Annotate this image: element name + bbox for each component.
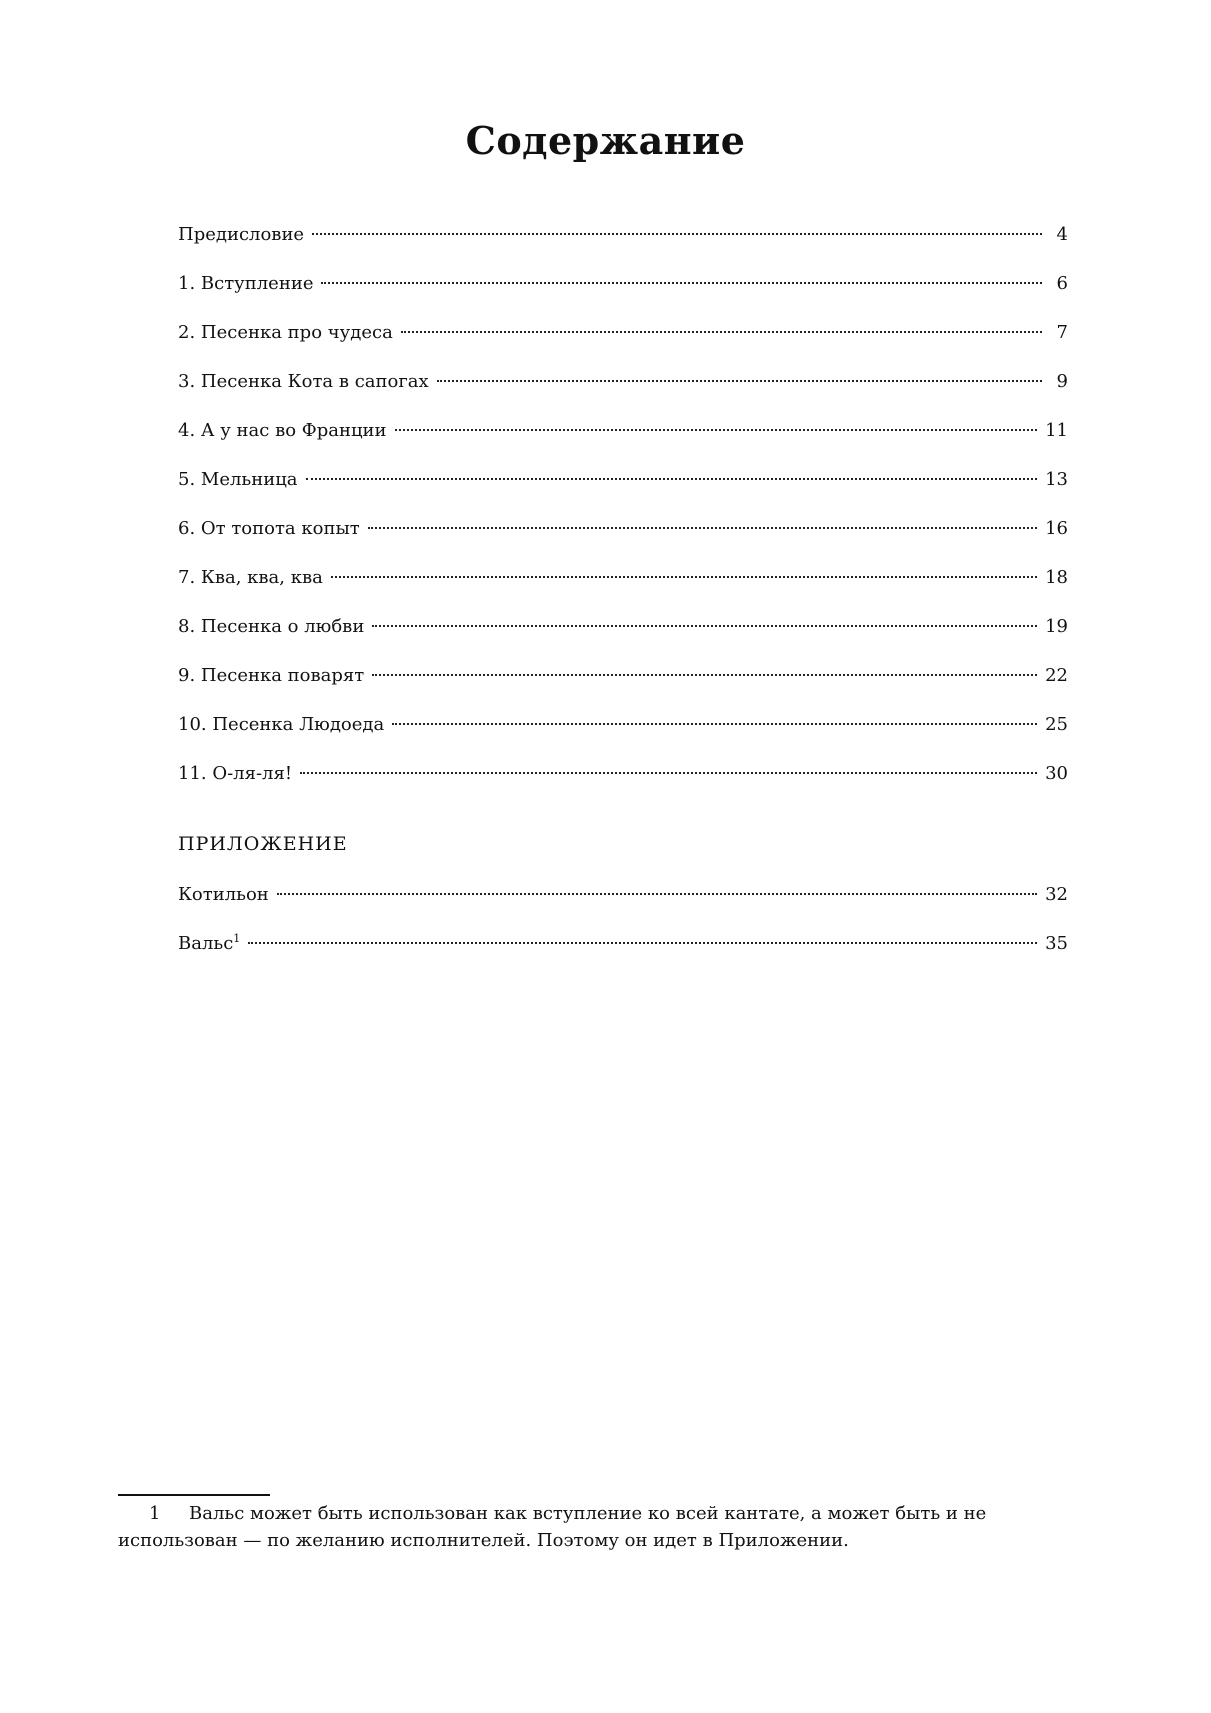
toc-entry-10[interactable] (178, 712, 1068, 761)
dot-leader (437, 380, 1042, 382)
toc-entry-7[interactable] (178, 565, 1068, 614)
dot-leader (248, 942, 1037, 944)
toc-entry-3[interactable] (178, 369, 1068, 418)
toc-entry-8[interactable] (178, 614, 1068, 663)
footnote (118, 1500, 1098, 1554)
dot-leader (401, 331, 1042, 333)
appendix-contents (178, 882, 1068, 980)
toc-entry-label: 5. Мельница (178, 469, 298, 490)
toc-page-number: 13 (1045, 469, 1068, 490)
table-of-contents (178, 222, 1068, 810)
toc-page-number: 35 (1045, 933, 1068, 954)
toc-entry-label: 7. Ква, ква, ква (178, 567, 323, 588)
toc-entry-6[interactable] (178, 516, 1068, 565)
footnote-number: 1 (149, 1503, 161, 1524)
toc-page-number: 18 (1045, 567, 1068, 588)
dot-leader (277, 893, 1037, 895)
dot-leader (300, 772, 1037, 774)
toc-entry-cotillion[interactable] (178, 882, 1068, 931)
toc-page-number: 16 (1045, 518, 1068, 539)
dot-leader (331, 576, 1037, 578)
toc-entry-label: 9. Песенка поварят (178, 665, 365, 686)
toc-entry-waltz[interactable] (178, 931, 1068, 980)
toc-entry-label: Вальс (178, 933, 234, 954)
footnote-separator (118, 1494, 270, 1496)
toc-page-number: 25 (1045, 714, 1068, 735)
toc-page-number: 22 (1045, 665, 1068, 686)
dot-leader (312, 233, 1042, 235)
footnote-marker[interactable]: 1 (233, 932, 241, 945)
dot-leader (395, 429, 1038, 431)
dot-leader (372, 625, 1037, 627)
dot-leader (392, 723, 1037, 725)
appendix-heading: ПРИЛОЖЕНИЕ (178, 833, 348, 855)
toc-entry-label: 10. Песенка Людоеда (178, 714, 385, 735)
toc-page-number: 9 (1056, 371, 1068, 392)
toc-entry-5[interactable] (178, 467, 1068, 516)
toc-page-number: 6 (1056, 273, 1068, 294)
toc-page-number: 7 (1056, 322, 1068, 343)
toc-entry-9[interactable] (178, 663, 1068, 712)
toc-entry-4[interactable] (178, 418, 1068, 467)
footnote-text: Вальс может быть использован как вступление ко всей кантате, а может быть и не использован — по желанию исполнителей. Поэтому он идет в Приложении. (118, 1503, 987, 1551)
dot-leader (321, 282, 1042, 284)
toc-entry-label: 6. От топота копыт (178, 518, 360, 539)
dot-leader (372, 674, 1037, 676)
toc-entry-label: Котильон (178, 884, 269, 905)
toc-entry-1[interactable] (178, 271, 1068, 320)
page-title: Содержание (465, 118, 746, 163)
toc-entry-label: 2. Песенка про чудеса (178, 322, 393, 343)
dot-leader (368, 527, 1037, 529)
toc-entry-label-with-footnote (178, 931, 244, 957)
toc-page-number: 32 (1045, 884, 1068, 905)
toc-entry-label: 8. Песенка о любви (178, 616, 365, 637)
toc-entry-label: 4. А у нас во Франции (178, 420, 387, 441)
toc-page-number: 4 (1056, 224, 1068, 245)
toc-entry-label: 11. О-ля-ля! (178, 763, 293, 784)
toc-entry-label: Предисловие (178, 224, 305, 245)
toc-page-number: 11 (1045, 420, 1068, 441)
toc-entry-2[interactable] (178, 320, 1068, 369)
dot-leader (306, 478, 1038, 480)
toc-entry-preface[interactable] (178, 222, 1068, 271)
toc-page-number: 30 (1045, 763, 1068, 784)
toc-entry-label: 3. Песенка Кота в сапогах (178, 371, 429, 392)
toc-entry-11[interactable] (178, 761, 1068, 810)
toc-entry-label: 1. Вступление (178, 273, 314, 294)
toc-page-number: 19 (1045, 616, 1068, 637)
